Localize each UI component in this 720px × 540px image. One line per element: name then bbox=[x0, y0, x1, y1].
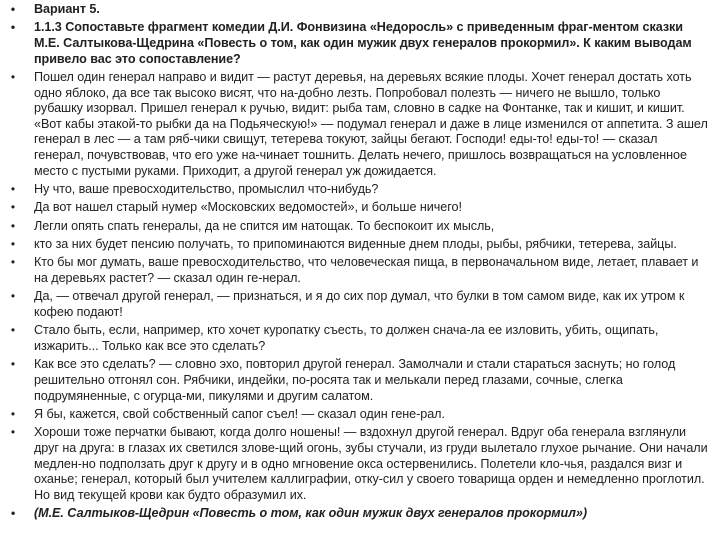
excerpt-paragraph: Пошел один генерал направо и видит — растут деревья, на деревьях всякие плоды. Хочет генерал достать хоть одно яблоко, да все так высоко висят, что на-добно лезть. Попробовал полезть — ничего не вышло, только рубашку изорвал. Пришел генерал к ручью, видит: рыба там, словно в садке на Фонтанке, так и кишит, и кишит. «Вот кабы этакой-то рыбки да на Подьяческую!» — подумал генерал и даже в лице изменился от аппетита. З ашел генерал в лес — а там ряб-чики свищут, тетерева токуют, зайцы бегают. Господи! еды-то! еды-то! — сказал генерал, почувствовав, что его уже на-чинает тошнить. Делать нечего, пришлось возвращаться на условленное место с пустыми руками. Приходит, а другой генерал уж дожидается. bbox=[34, 69, 708, 178]
bullet-icon: • bbox=[10, 200, 16, 215]
list-item bbox=[0, 357, 720, 404]
list-item bbox=[0, 237, 720, 253]
list-item bbox=[0, 425, 720, 503]
bullet-icon: • bbox=[10, 237, 16, 252]
bullet-icon: • bbox=[10, 255, 16, 270]
bullet-icon: • bbox=[10, 357, 16, 372]
bullet-icon: • bbox=[10, 407, 16, 422]
excerpt-paragraph: Хороши тоже перчатки бывают, когда долго ношены! — вздохнул другой генерал. Вдруг оба генерала взглянули друг на друга: в глазах их светился злове-щий огонь, зубы стучали, из груди вылетало глухое рычание. Они начали медлен-но подползать друг к другу и в одно мгновение окса остервенились. Полетели кло-чья, раздался визг и оханье; генерал, который был учителем каллиграфии, отку-сил у своего товарища орден и немедленно проглотил. Но вид текущей крови как будто образумил их. bbox=[34, 425, 708, 502]
bullet-icon: • bbox=[10, 69, 16, 84]
bullet-icon: • bbox=[10, 181, 16, 196]
bullet-icon: • bbox=[10, 20, 16, 35]
list-item bbox=[0, 255, 720, 286]
excerpt-paragraph: кто за них будет пенсию получать, то припоминаются виденные днем плоды, рыбы, рябчики, тетерева, зайцы. bbox=[34, 237, 677, 252]
source-citation: (М.Е. Салтыков-Щедрин «Повесть о том, как один мужик двух генералов прокормил») bbox=[34, 506, 588, 521]
bullet-icon: • bbox=[10, 289, 16, 304]
list-item bbox=[0, 289, 720, 320]
bullet-icon: • bbox=[10, 2, 16, 16]
list-item bbox=[0, 506, 720, 522]
bullet-icon: • bbox=[10, 218, 16, 233]
excerpt-paragraph: Да, — отвечал другой генерал, — признаться, и я до сих пор думал, что булки в том самом виде, как их утром к кофею подают! bbox=[34, 289, 685, 320]
bullet-list bbox=[0, 2, 720, 525]
excerpt-paragraph: Кто бы мог думать, ваше превосходительство, что человеческая пища, в первоначальном виде, летает, плавает и на деревьях растет? — сказал один ге-нерал. bbox=[34, 255, 699, 286]
list-item bbox=[0, 20, 720, 67]
excerpt-paragraph: Я бы, кажется, свой собственный сапог съел! — сказал один гене-рал. bbox=[34, 407, 445, 422]
list-item bbox=[0, 219, 720, 235]
list-item bbox=[0, 2, 720, 18]
list-item bbox=[0, 407, 720, 423]
excerpt-paragraph: Как все это сделать? — словно эхо, повторил другой генерал. Замолчали и стали стараться заснуть; но голод решительно отгонял сон. Рябчики, индейки, по-росята так и мелькали перед глазами, сочные, слегка подрумяненные, с огурца-ми, пикулями и другим салатом. bbox=[34, 357, 676, 403]
list-item bbox=[0, 182, 720, 198]
excerpt-paragraph: Ну что, ваше превосходительство, промыслил что-нибудь? bbox=[34, 181, 379, 196]
excerpt-paragraph: Легли опять спать генералы, да не спится им натощак. То беспокоит их мысль, bbox=[34, 218, 495, 233]
variant-heading: Вариант 5. bbox=[34, 2, 100, 16]
excerpt-paragraph: Стало быть, если, например, кто хочет куропатку съесть, то должен снача-ла ее изловить, убить, ощипать, изжарить... Только как все это сделать? bbox=[34, 323, 659, 354]
list-item bbox=[0, 70, 720, 179]
bullet-icon: • bbox=[10, 425, 16, 440]
bullet-icon: • bbox=[10, 506, 16, 521]
bullet-icon: • bbox=[10, 323, 16, 338]
list-item bbox=[0, 200, 720, 216]
list-item bbox=[0, 323, 720, 354]
excerpt-paragraph: Да вот нашел старый нумер «Московских ведомостей», и больше ничего! bbox=[34, 200, 462, 215]
task-question: 1.1.3 Сопоставьте фрагмент комедии Д.И. Фонвизина «Недоросль» с приведенным фраг-ментом сказки М.Е. Салтыкова-Щедрина «Повесть о том, как один мужик двух генералов прокормил». К каким выводам привело вас это сопоставление? bbox=[34, 20, 692, 66]
